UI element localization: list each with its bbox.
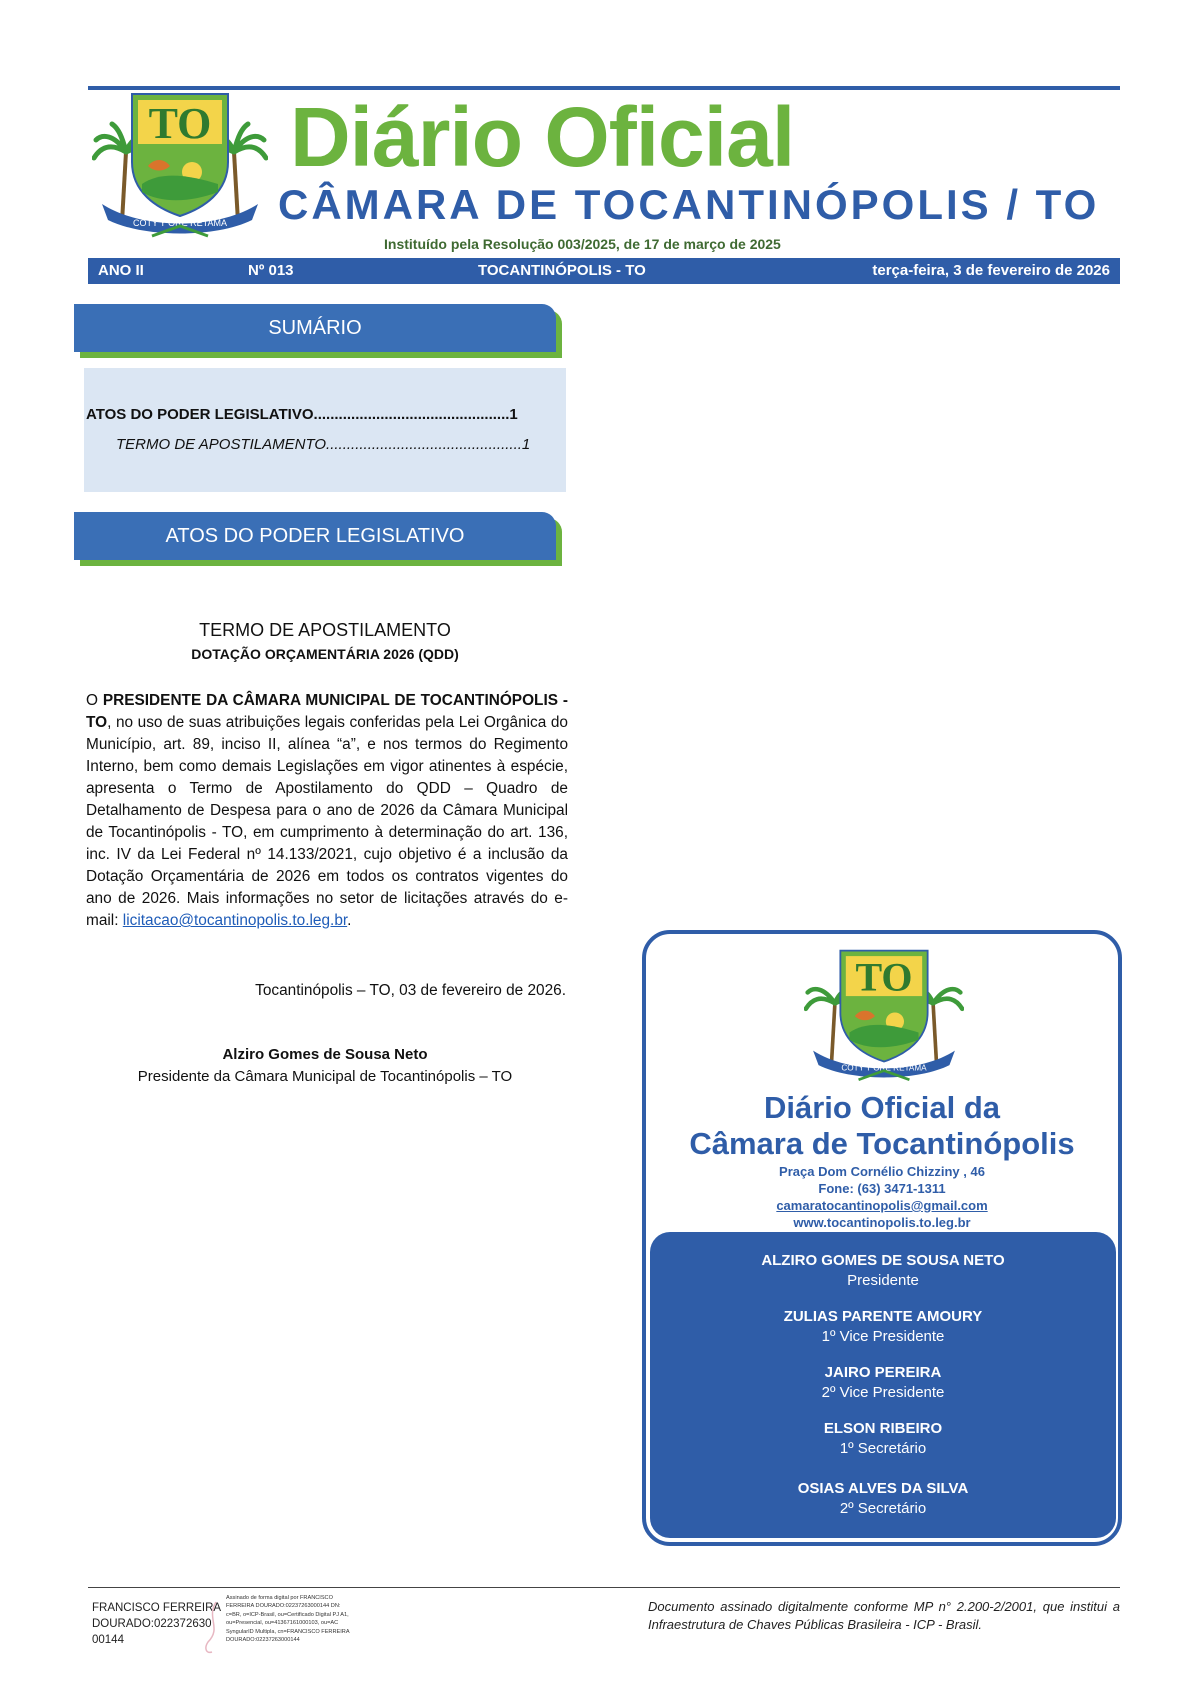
summary-heading: SUMÁRIO — [74, 304, 556, 352]
issue-year: ANO II — [98, 262, 144, 279]
board-members-panel — [650, 1232, 1116, 1538]
municipal-crest-logo — [92, 92, 268, 242]
summary-box — [84, 368, 566, 492]
card-address: Praça Dom Cornélio Chizziny , 46 — [779, 1164, 985, 1179]
summary-item[interactable] — [116, 436, 530, 453]
article-subtitle: DOTAÇÃO ORÇAMENTÁRIA 2026 (QDD) — [191, 646, 459, 662]
gazette-title: Diário Oficial — [290, 90, 795, 184]
card-title — [646, 1090, 1118, 1162]
gazette-subtitle: CÂMARA DE TOCANTINÓPOLIS / TO — [278, 181, 1100, 228]
summary-item-label: TERMO DE APOSTILAMENTO — [116, 436, 327, 453]
board-member-role: 1º Secretário — [839, 1440, 927, 1457]
svg-text:COTY'Y ORE RETAMA: COTY'Y ORE RETAMA — [133, 218, 227, 228]
board-member-name: ZULIAS PARENTE AMOURY — [783, 1308, 983, 1325]
card-email-link[interactable]: camaratocantinopolis@gmail.com — [776, 1198, 988, 1213]
card-title-line2: Câmara de Tocantinópolis — [689, 1126, 1075, 1161]
institution-resolution-note: Instituído pela Resolução 003/2025, de 17 de março de 2025 — [384, 236, 781, 252]
article-email-link[interactable]: licitacao@tocantinopolis.to.leg.br — [122, 912, 348, 929]
section-ribbon — [74, 512, 562, 566]
board-member-role: Presidente — [847, 1272, 919, 1289]
board-member-name: ELSON RIBEIRO — [823, 1420, 943, 1437]
digital-signer-name: FRANCISCO FERREIRA DOURADO:022372630 00144 — [92, 1602, 222, 1646]
board-member-role: 2º Vice Presidente — [821, 1384, 945, 1401]
article-body: O PRESIDENTE DA CÂMARA MUNICIPAL DE TOCANTINÓPOLIS - TO, no uso de suas atribuições legais conferidas pela Lei Orgânica do Município, art. 89, inciso II, alínea “a”, e nos termos do Regimento Interno, bem como demais Legislações em vigor atinentes à espécie, apresenta o Termo de Apostilamento do QDD – Quadro de Detalhamento de Despesa para o ano de 2026 da Câmara Municipal de Tocantinópolis - TO, em cumprimento à determinação do art. 136, inc. IV da Lei Federal nº 14.133/2021, cujo objetivo é a inclusão da Dotação Orçamentária de 2026 em todos os contratos vigentes do ano de 2026. Mais informações no setor de licitações através do e-mail: licitacao@tocantinopolis.to.leg.br. — [86, 692, 569, 929]
board-member-name: JAIRO PEREIRA — [824, 1364, 942, 1381]
signature-mark-icon — [196, 1598, 226, 1658]
article-title: TERMO DE APOSTILAMENTO — [199, 620, 451, 640]
footer-rule — [88, 1587, 1120, 1588]
issue-date: terça-feira, 3 de fevereiro de 2026 — [872, 262, 1110, 279]
svg-text:TO: TO — [855, 954, 913, 1000]
card-website: www.tocantinopolis.to.leg.br — [793, 1215, 971, 1230]
summary-item-label: ATOS DO PODER LEGISLATIVO — [86, 406, 314, 423]
issue-number: Nº 013 — [248, 262, 294, 279]
summary-item-page: 1 — [521, 436, 531, 453]
issue-city: TOCANTINÓPOLIS - TO — [478, 262, 646, 279]
card-phone: Fone: (63) 3471-1311 — [818, 1181, 946, 1196]
summary-item[interactable] — [86, 406, 518, 423]
article-signer-name: Alziro Gomes de Sousa Neto — [222, 1046, 428, 1063]
svg-text:COTY'Y ORE RETAMA: COTY'Y ORE RETAMA — [841, 1063, 927, 1073]
summary-ribbon — [74, 304, 562, 358]
article-signer-role: Presidente da Câmara Municipal de Tocantinópolis – TO — [137, 1068, 513, 1085]
article-body-bold: PRESIDENTE DA CÂMARA MUNICIPAL DE TOCANTINÓPOLIS - TO — [86, 692, 569, 731]
summary-item-page: 1 — [509, 406, 518, 423]
digital-signature-details: Assinado de forma digital por FRANCISCO FERREIRA DOURADO:02237263000144 DN: c=BR, o=ICP-Brasil, ou=Certificado Digital PJ A1, ou=Presencial, ou=41367161000103, ou=AC SyngularID Multipla, cn=FRANCISCO FERREIRA DOURADO:02237263000144 — [226, 1595, 350, 1644]
svg-text:TO: TO — [148, 99, 212, 148]
digital-signature-note: Documento assinado digitalmente conforme MP n° 2.200-2/2001, que institui a Infraestrutura de Chaves Públicas Brasileira - ICP - Brasil. — [648, 1599, 1120, 1632]
board-member-name: ALZIRO GOMES DE SOUSA NETO — [761, 1252, 1005, 1269]
board-member-role: 2º Secretário — [839, 1500, 927, 1517]
summary-item-dots: ............................................... — [326, 436, 522, 453]
board-member-role: 1º Vice Presidente — [821, 1328, 945, 1345]
board-member-name: OSIAS ALVES DA SILVA — [797, 1480, 969, 1497]
card-title-line1: Diário Oficial da — [763, 1090, 1000, 1125]
card-crest-logo — [804, 946, 964, 1088]
issue-info-bar — [88, 258, 1120, 284]
summary-item-dots: ............................................... — [313, 406, 510, 423]
article-place-date: Tocantinópolis – TO, 03 de fevereiro de 2026. — [255, 982, 566, 999]
section-heading: ATOS DO PODER LEGISLATIVO — [74, 512, 556, 560]
